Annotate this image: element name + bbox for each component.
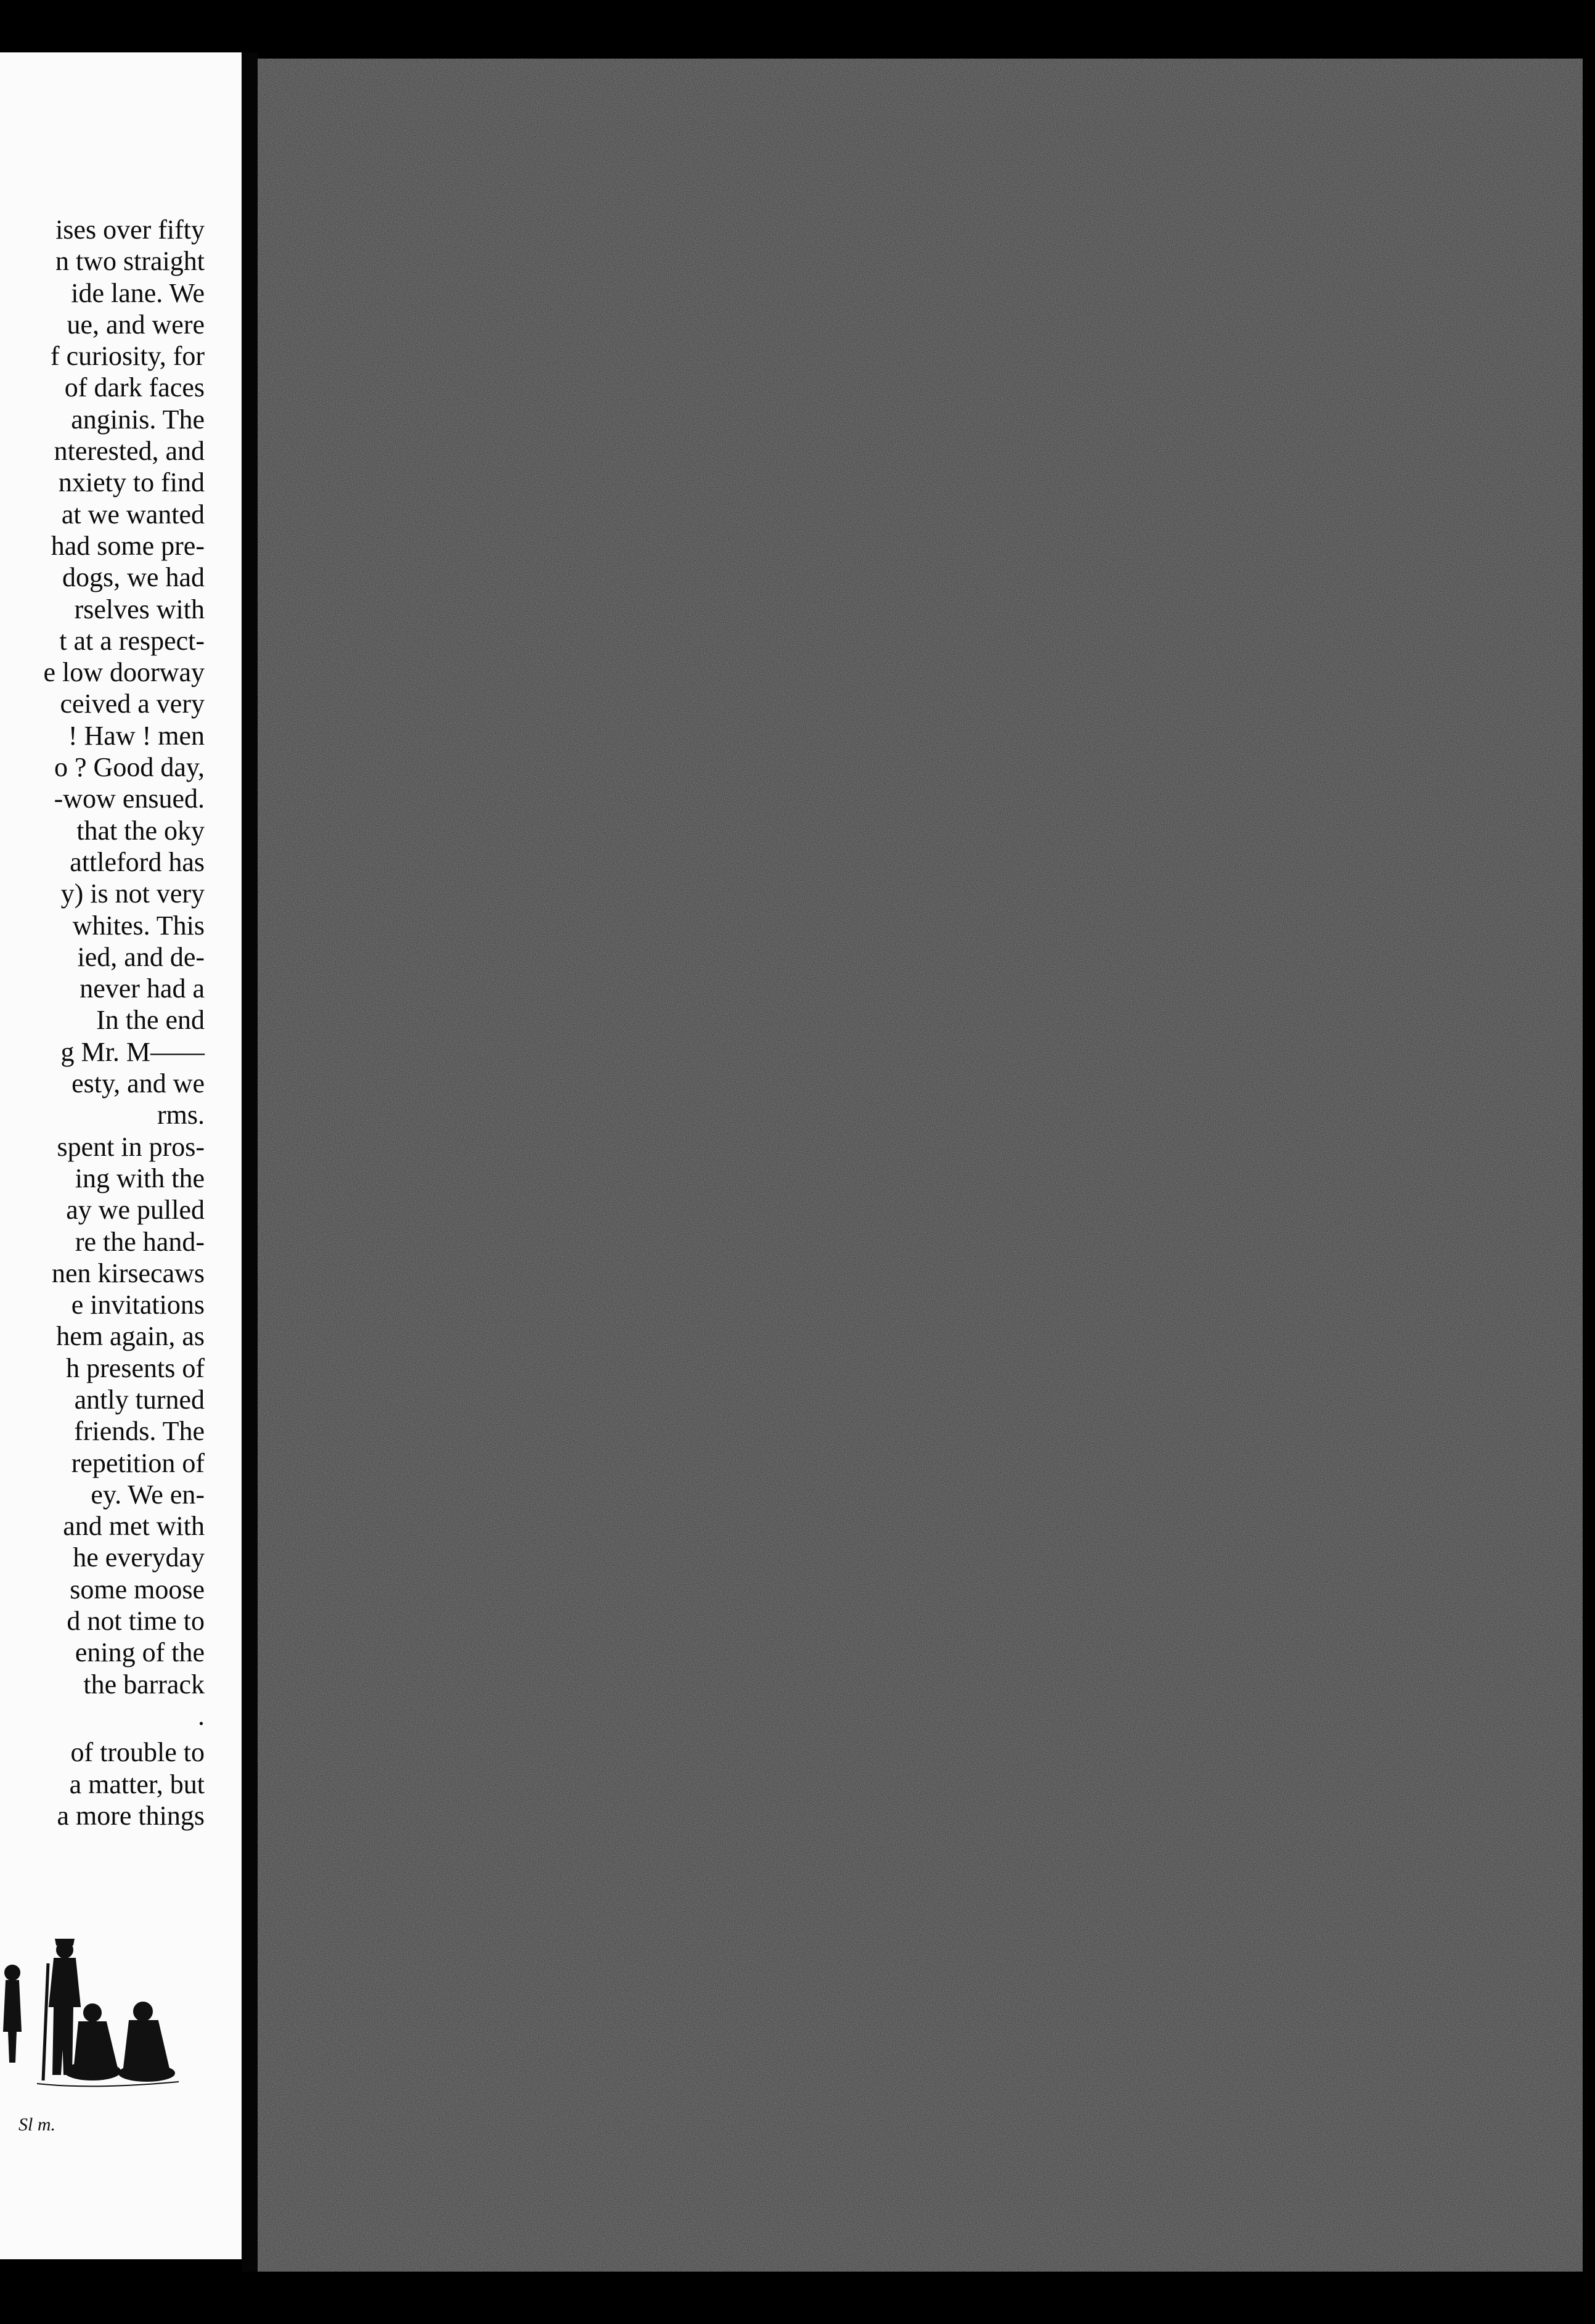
text-line: ing with the [75,1163,205,1193]
text-line: some moose [70,1574,205,1605]
text-line: ceived a very [60,689,205,719]
text-line: friends. The [74,1416,205,1447]
text-line: re the hand- [75,1226,205,1257]
text-line: hem again, as [56,1321,205,1352]
text-line: he everyday [73,1542,205,1573]
text-line: spent in pros- [57,1131,205,1162]
text-line: and met with [63,1511,205,1542]
text-line: repetition of [71,1447,205,1478]
left-page-fragment [0,52,242,2259]
text-line: ! Haw ! men [68,720,205,751]
text-line: ue, and were [67,309,205,340]
text-line: ey. We en- [91,1479,205,1510]
text-line: d not time to [67,1606,205,1637]
text-line: e invitations [71,1290,205,1320]
illustration-caption: Sl m. [18,2114,55,2135]
text-line: nxiety to find [58,467,205,498]
text-line: n two straight [55,246,205,277]
text-line: esty, and we [71,1068,205,1099]
text-line: g Mr. M—— [60,1036,205,1067]
text-line: h presents of [66,1352,205,1383]
text-line: . [198,1700,205,1731]
text-line: a matter, but [69,1769,205,1799]
text-line: anginis. The [71,404,205,435]
text-line: -wow ensued. [54,784,205,814]
text-line: attleford has [70,846,205,877]
text-line: of dark faces [64,372,205,403]
text-line: ay we pulled [66,1195,205,1225]
dark-cover-page [258,59,1583,2272]
text-line: y) is not very [60,878,205,909]
text-line: e low doorway [43,657,205,688]
text-line: rselves with [74,594,205,624]
text-line: antly turned [74,1384,205,1415]
text-line: had some pre- [51,530,205,561]
text-line: ening of the [75,1637,205,1668]
cover-texture [258,59,1583,2272]
text-line: ide lane. We [71,277,205,308]
text-line: o ? Good day, [54,752,205,783]
page-gutter [242,52,258,2272]
text-line: that the oky [76,815,205,846]
text-line: nen kirsecaws [51,1258,205,1288]
text-column [0,214,205,1831]
text-line: dogs, we had [62,562,205,593]
figures-illustration [0,1939,185,2111]
text-line: a more things [57,1800,205,1831]
text-line: nterested, and [54,436,205,467]
text-line: the barrack [83,1669,205,1700]
text-line: whites. This [72,910,205,941]
text-line: never had a [80,973,205,1004]
text-line: rms. [157,1100,205,1131]
text-line: t at a respect- [59,625,205,656]
text-line: of trouble to [70,1737,205,1768]
text-line: In the end [96,1005,205,1036]
text-line: f curiosity, for [50,341,205,372]
text-line: ises over fifty [55,215,205,245]
text-line: at we wanted [61,499,205,530]
text-line: ied, and de- [77,941,205,972]
